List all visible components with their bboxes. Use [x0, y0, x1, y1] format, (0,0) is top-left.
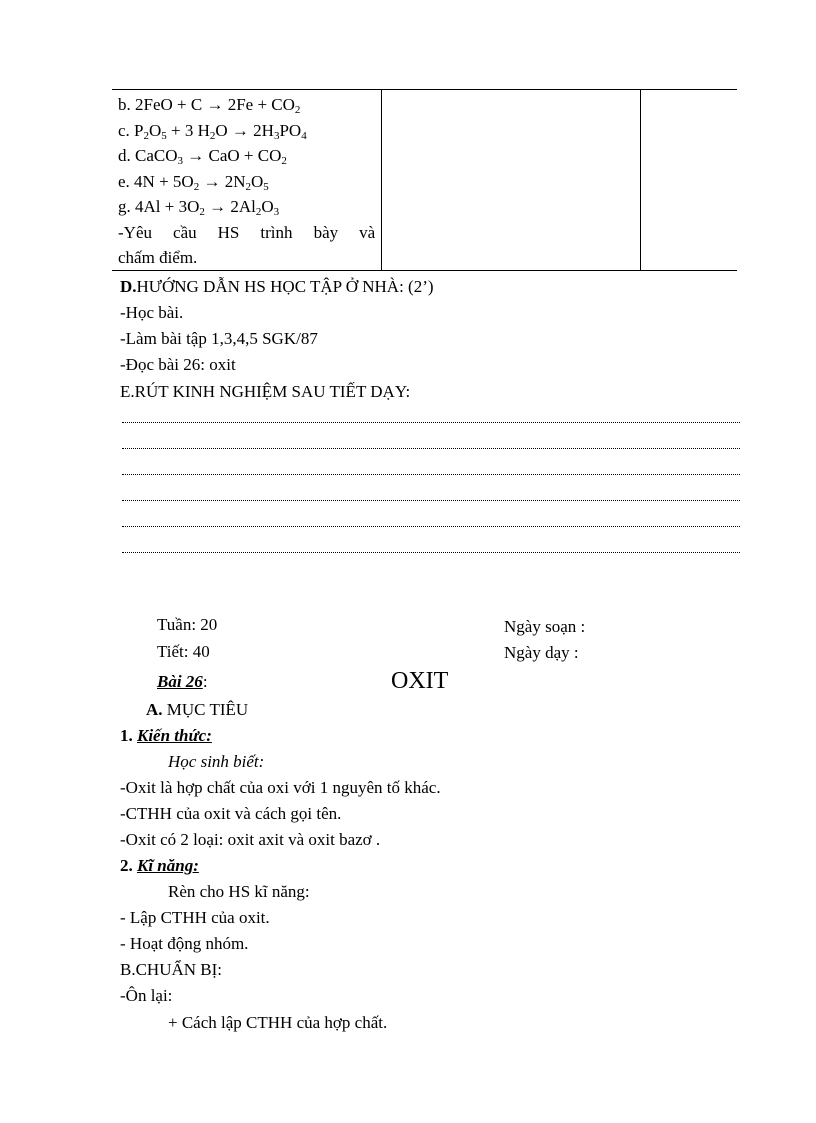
request-line-1: -Yêu cầu HS trình bày và: [118, 222, 376, 242]
equations-cell: [112, 90, 382, 271]
period-label: Tiết: 40: [157, 642, 210, 661]
empty-cell-right: [640, 90, 737, 271]
skills-heading: 2. Kĩ năng:: [120, 856, 199, 875]
dotted-line: [122, 552, 740, 553]
homework-item: -Làm bài tập 1,3,4,5 SGK/87: [120, 329, 318, 348]
equation-g: g. $4Al + 3O_2 \to 2Al_2O_3$: [118, 197, 280, 218]
week-label: Tuần: 20: [157, 615, 218, 634]
dotted-line: [122, 422, 740, 423]
exercise-table: [112, 89, 737, 271]
equation-e: e. $4N + 5O_2 \to 2N_2O_5$: [118, 171, 269, 193]
lesson-number: Bài 26:: [157, 672, 208, 691]
objectives-heading: A. MỤC TIÊU: [146, 700, 249, 719]
review-heading: E.RÚT KINH NGHIỆM SAU TIẾT DẠY:: [120, 382, 411, 401]
homework-item: -Học bài.: [120, 303, 184, 322]
knowledge-heading: 1. Kiến thức:: [120, 726, 212, 745]
taught-date-label: Ngày dạy :: [504, 643, 579, 662]
knowledge-item: -Oxit là hợp chất của oxi với 1 nguyên tố khác.: [120, 778, 441, 797]
students-know: Học sinh biết:: [168, 752, 265, 771]
dotted-line: [122, 448, 740, 449]
dotted-line: [122, 500, 740, 501]
homework-item: -Đọc bài 26: oxit: [120, 355, 236, 374]
lesson-title: OXIT: [391, 668, 449, 694]
prepared-date-label: Ngày soạn :: [504, 617, 586, 636]
empty-cell-middle: [382, 90, 640, 271]
preparation-review: -Ôn lại:: [120, 986, 173, 1005]
equation-c: c. $P_2O_5 + 3$ $H_2O \to 2H_3PO_4$: [118, 120, 307, 142]
equation-list: [118, 92, 375, 220]
knowledge-item: -CTHH của oxit và cách gọi tên.: [120, 804, 342, 823]
skills-item: - Lập CTHH của oxit.: [120, 908, 270, 927]
dotted-line: [122, 474, 740, 475]
knowledge-item: -Oxit có 2 loại: oxit axit và oxit bazơ .: [120, 830, 381, 849]
equation-b: b. $2FeO + C \to 2Fe + CO_2$: [118, 95, 301, 116]
preparation-heading: B.CHUẨN BỊ:: [120, 960, 223, 979]
equation-d: d. CaCO$_3$ → CaO + $CO_2$: [118, 146, 287, 167]
homework-heading: D.HƯỚNG DẪN HS HỌC TẬP Ở NHÀ: (2’): [120, 277, 434, 296]
request-line-2: chấm điểm.: [118, 247, 198, 267]
preparation-item: + Cách lập CTHH của hợp chất.: [168, 1013, 388, 1032]
dotted-line: [122, 526, 740, 527]
skills-intro: Rèn cho HS kĩ năng:: [168, 882, 310, 901]
skills-item: - Hoạt động nhóm.: [120, 934, 249, 953]
